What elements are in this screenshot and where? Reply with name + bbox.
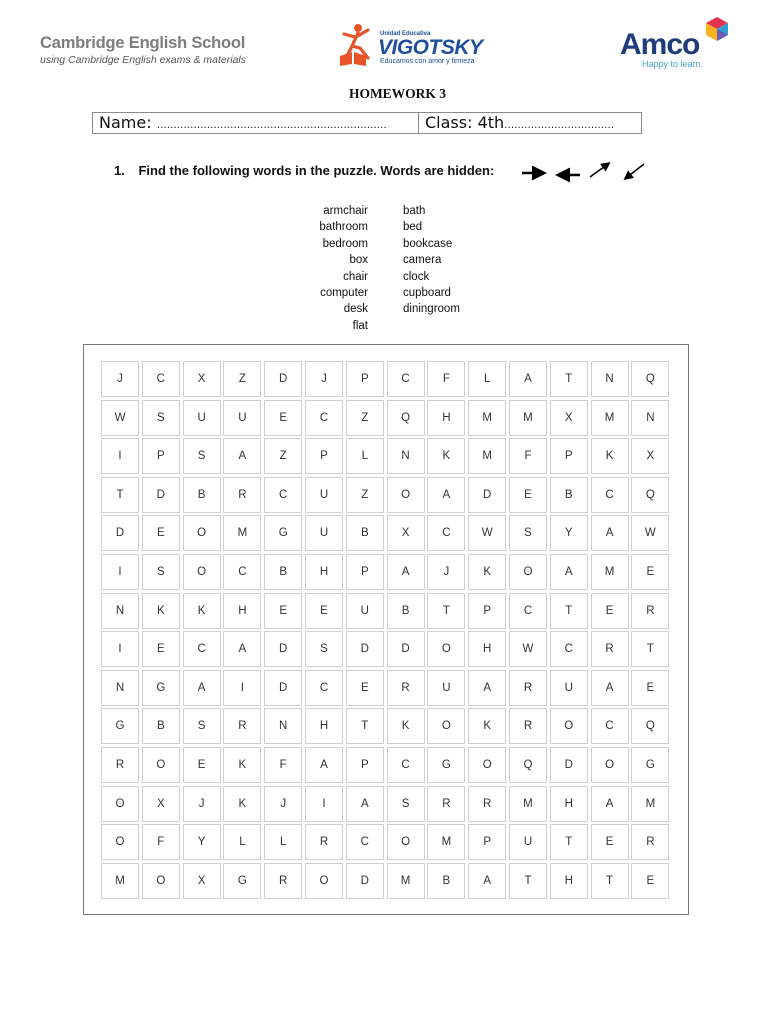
puzzle-cell[interactable]: E [631,863,669,899]
puzzle-cell[interactable]: H [223,593,261,629]
page-title: HOMEWORK 3 [348,86,447,101]
puzzle-cell[interactable]: C [305,400,343,436]
puzzle-cell[interactable]: T [346,708,384,744]
puzzle-cell[interactable]: G [101,708,139,744]
puzzle-cell[interactable]: Z [264,438,302,474]
puzzle-cell[interactable]: Q [631,477,669,513]
puzzle-cell[interactable]: O [427,631,465,667]
puzzle-cell[interactable]: L [468,361,506,397]
instruction [114,163,494,178]
puzzle-cell[interactable]: U [346,593,384,629]
puzzle-cell[interactable]: E [264,593,302,629]
word-item: bedroom [322,237,368,250]
word-list-left [290,203,368,334]
puzzle-cell[interactable]: S [183,438,221,474]
puzzle-cell[interactable]: F [427,361,465,397]
puzzle-cell[interactable]: O [387,477,425,513]
word-item: computer [320,287,368,300]
cambridge-logo [40,34,250,66]
puzzle-cell[interactable]: C [427,515,465,551]
arrow-down-left-icon [626,164,644,178]
puzzle-cell[interactable]: C [591,708,629,744]
puzzle-cell[interactable]: U [223,400,261,436]
puzzle-cell[interactable]: C [387,747,425,783]
puzzle-cell[interactable]: M [509,786,547,822]
puzzle-cell[interactable]: R [427,786,465,822]
puzzle-cell[interactable]: X [183,863,221,899]
puzzle-cell[interactable]: Y [550,515,588,551]
puzzle-cell[interactable]: T [550,361,588,397]
puzzle-cell[interactable]: M [468,438,506,474]
puzzle-cell[interactable]: A [427,477,465,513]
puzzle-cell[interactable]: I [223,670,261,706]
student-info-table [92,112,642,134]
puzzle-cell[interactable]: M [509,400,547,436]
puzzle-cell[interactable]: W [631,515,669,551]
puzzle-cell[interactable]: J [183,786,221,822]
puzzle-cell[interactable]: F [509,438,547,474]
puzzle-cell[interactable]: I [101,631,139,667]
word-item: clock [403,270,430,283]
puzzle-cell[interactable]: B [142,708,180,744]
puzzle-cell[interactable]: T [550,824,588,860]
puzzle-cell[interactable]: C [550,631,588,667]
puzzle-cell[interactable]: E [142,515,180,551]
puzzle-cell[interactable]: E [591,593,629,629]
word-item: bed [403,221,423,234]
word-item: camera [403,254,442,267]
puzzle-cell[interactable]: A [591,515,629,551]
puzzle-cell[interactable]: E [183,747,221,783]
puzzle-cell[interactable]: P [550,438,588,474]
puzzle-cell[interactable]: J [101,361,139,397]
puzzle-cell[interactable]: A [223,438,261,474]
puzzle-cell[interactable]: E [142,631,180,667]
puzzle-cell[interactable]: U [550,670,588,706]
puzzle-cell[interactable]: M [223,515,261,551]
puzzle-cell[interactable]: Q [387,400,425,436]
puzzle-cell[interactable]: Z [346,400,384,436]
puzzle-cell[interactable]: B [264,554,302,590]
word-item: chair [343,270,368,283]
puzzle-cell[interactable]: N [631,400,669,436]
puzzle-cell[interactable]: U [509,824,547,860]
puzzle-cell[interactable]: T [591,863,629,899]
puzzle-cell[interactable]: P [468,593,506,629]
puzzle-cell[interactable]: S [183,708,221,744]
puzzle-cell[interactable]: M [468,400,506,436]
puzzle-cell[interactable]: G [631,747,669,783]
puzzle-cell[interactable]: W [101,400,139,436]
puzzle-cell[interactable]: S [509,515,547,551]
puzzle-cell[interactable]: H [550,863,588,899]
puzzle-cell[interactable]: Y [183,824,221,860]
puzzle-cell[interactable]: M [591,400,629,436]
amco-logo [618,16,733,70]
puzzle-cell[interactable]: T [427,593,465,629]
puzzle-cell[interactable]: Q [631,708,669,744]
puzzle-cell[interactable]: U [305,515,343,551]
puzzle-cell[interactable]: A [591,786,629,822]
puzzle-cell[interactable]: X [387,515,425,551]
puzzle-cell[interactable]: T [509,863,547,899]
puzzle-cell[interactable]: I [101,554,139,590]
puzzle-cell[interactable]: R [631,593,669,629]
puzzle-cell[interactable]: F [264,747,302,783]
direction-arrows [518,158,648,186]
puzzle-cell[interactable]: O [550,708,588,744]
puzzle-cell[interactable]: S [142,554,180,590]
puzzle-cell[interactable]: R [305,824,343,860]
puzzle-cell[interactable]: A [468,670,506,706]
puzzle-cell[interactable]: R [223,477,261,513]
amco-name: Amco [620,28,700,61]
puzzle-cell[interactable]: X [631,438,669,474]
class-blank: …………………………… [504,120,615,131]
puzzle-cell[interactable]: R [509,708,547,744]
puzzle-cell[interactable]: U [305,477,343,513]
puzzle-cell[interactable]: K [387,708,425,744]
puzzle-cell[interactable]: O [509,554,547,590]
puzzle-cell[interactable]: M [387,863,425,899]
puzzle-cell[interactable]: M [591,554,629,590]
puzzle-cell[interactable]: C [264,477,302,513]
puzzle-cell[interactable]: R [101,747,139,783]
puzzle-cell[interactable]: O [387,824,425,860]
puzzle-cell[interactable]: C [387,361,425,397]
puzzle-cell[interactable]: M [631,786,669,822]
puzzle-cell[interactable]: G [264,515,302,551]
puzzle-cell[interactable]: G [427,747,465,783]
puzzle-cell[interactable]: T [101,477,139,513]
puzzle-cell[interactable]: J [427,554,465,590]
vigotsky-tagline: Educamos con amor y firmeza [380,58,475,65]
amco-cube-icon [704,16,730,42]
puzzle-cell[interactable]: C [591,477,629,513]
puzzle-cell[interactable]: Z [346,477,384,513]
word-item: cupboard [403,287,451,300]
puzzle-cell[interactable]: H [468,631,506,667]
puzzle-cell[interactable]: C [223,554,261,590]
puzzle-cell[interactable]: S [305,631,343,667]
arrow-up-right-icon [590,164,608,177]
puzzle-cell[interactable]: P [346,554,384,590]
puzzle-cell[interactable]: K [142,593,180,629]
word-item: desk [343,303,368,316]
puzzle-cell[interactable]: L [264,824,302,860]
word-item: diningroom [403,303,460,316]
puzzle-cell[interactable]: C [305,670,343,706]
puzzle-cell[interactable]: P [142,438,180,474]
cambridge-title: Cambridge English School [40,34,246,52]
puzzle-cell[interactable]: Z [223,361,261,397]
puzzle-cell[interactable]: E [631,554,669,590]
puzzle-cell[interactable]: R [468,786,506,822]
puzzle-cell[interactable]: D [101,515,139,551]
puzzle-cell[interactable]: A [387,554,425,590]
puzzle-cell[interactable]: R [591,631,629,667]
puzzle-cell[interactable]: O [142,747,180,783]
puzzle-cell[interactable]: D [264,631,302,667]
vigotsky-small-label: Unidad Educativa [380,31,431,37]
puzzle-cell[interactable]: S [387,786,425,822]
puzzle-cell[interactable]: I [305,786,343,822]
puzzle-cell[interactable]: O [142,863,180,899]
class-label: Class: 4th [425,113,505,132]
puzzle-cell[interactable]: O [427,708,465,744]
puzzle-cell[interactable]: T [631,631,669,667]
puzzle-cell[interactable]: B [346,515,384,551]
puzzle-cell[interactable]: R [631,824,669,860]
word-item: box [349,254,368,267]
puzzle-cell[interactable]: E [264,400,302,436]
word-item: armchair [323,205,368,217]
puzzle-cell[interactable]: S [142,400,180,436]
puzzle-cell[interactable]: G [142,670,180,706]
puzzle-cell[interactable]: B [183,477,221,513]
puzzle-cell[interactable]: K [468,554,506,590]
name-label: Name: [99,113,152,132]
puzzle-cell[interactable]: K [427,438,465,474]
puzzle-cell[interactable]: E [509,477,547,513]
puzzle-cell[interactable]: U [183,400,221,436]
word-item: flat [352,319,368,332]
puzzle-cell[interactable]: N [264,708,302,744]
puzzle-cell[interactable]: G [223,863,261,899]
puzzle-cell[interactable]: M [427,824,465,860]
puzzle-cell[interactable]: K [591,438,629,474]
puzzle-cell[interactable]: I [101,438,139,474]
puzzle-cell[interactable]: O [591,747,629,783]
puzzle-cell[interactable]: Q [509,747,547,783]
vigotsky-name: VIGOTSKY [378,36,483,59]
amco-tagline: Happy to learn. [642,59,704,69]
puzzle-cell[interactable]: D [550,747,588,783]
puzzle-cell[interactable]: A [591,670,629,706]
puzzle-cell[interactable]: W [509,631,547,667]
puzzle-cell[interactable]: D [264,670,302,706]
puzzle-cell[interactable]: P [346,747,384,783]
puzzle-cell[interactable]: O [468,747,506,783]
puzzle-cell[interactable]: W [468,515,506,551]
word-item: bathroom [319,221,368,234]
puzzle-cell[interactable]: P [305,438,343,474]
puzzle-cell[interactable]: K [468,708,506,744]
puzzle-cell[interactable]: Q [631,361,669,397]
puzzle-cell[interactable]: A [509,361,547,397]
puzzle-cell[interactable]: D [346,631,384,667]
puzzle-cell[interactable]: O [183,515,221,551]
word-item: bookcase [403,237,453,250]
puzzle-cell[interactable]: E [346,670,384,706]
puzzle-cell[interactable]: P [346,361,384,397]
puzzle-cell[interactable]: C [142,361,180,397]
puzzle-cell[interactable]: A [305,747,343,783]
puzzle-cell[interactable]: A [550,554,588,590]
vigotsky-logo [338,22,488,68]
puzzle-cell[interactable]: R [509,670,547,706]
puzzle-cell[interactable]: E [305,593,343,629]
puzzle-cell[interactable]: N [101,593,139,629]
puzzle-cell[interactable]: B [550,477,588,513]
puzzle-cell[interactable]: C [346,824,384,860]
puzzle-cell[interactable]: X [550,400,588,436]
puzzle-cell[interactable]: A [223,631,261,667]
puzzle-cell[interactable]: K [223,786,261,822]
puzzle-cell[interactable]: K [183,593,221,629]
puzzle-cell[interactable]: H [427,400,465,436]
puzzle-cell[interactable]: J [305,361,343,397]
puzzle-cell[interactable]: F [142,824,180,860]
puzzle-cell[interactable]: O [101,824,139,860]
puzzle-cell[interactable]: M [101,863,139,899]
puzzle-cell[interactable]: K [223,747,261,783]
puzzle-cell[interactable]: L [346,438,384,474]
class-field[interactable] [419,113,641,133]
puzzle-cell[interactable]: X [183,361,221,397]
puzzle-cell[interactable]: N [591,361,629,397]
word-search-grid [101,361,669,899]
puzzle-cell[interactable]: D [346,863,384,899]
puzzle-cell[interactable]: T [550,593,588,629]
puzzle-cell[interactable]: D [142,477,180,513]
cambridge-subtitle: using Cambridge English exams & materials [40,54,247,66]
puzzle-cell[interactable]: L [223,824,261,860]
puzzle-cell[interactable]: H [305,554,343,590]
puzzle-cell[interactable]: C [509,593,547,629]
puzzle-cell[interactable]: D [264,361,302,397]
instruction-text: Find the following words in the puzzle. Words are hidden: [138,163,495,178]
word-list-right [403,203,523,318]
puzzle-cell[interactable]: R [264,863,302,899]
puzzle-cell[interactable]: N [101,670,139,706]
puzzle-cell[interactable]: H [305,708,343,744]
puzzle-cell[interactable]: D [387,631,425,667]
puzzle-cell[interactable]: O [305,863,343,899]
vigotsky-figure-icon [338,22,376,66]
puzzle-cell[interactable]: X [142,786,180,822]
puzzle-cell[interactable]: C [183,631,221,667]
puzzle-cell[interactable]: E [591,824,629,860]
puzzle-cell[interactable]: J [264,786,302,822]
puzzle-cell[interactable]: R [223,708,261,744]
puzzle-cell[interactable]: E [631,670,669,706]
puzzle-cell[interactable]: R [387,670,425,706]
puzzle-cell[interactable]: N [387,438,425,474]
name-blank: …………………………………………………………… [156,120,387,131]
puzzle-cell[interactable]: B [387,593,425,629]
puzzle-cell[interactable]: A [346,786,384,822]
name-field[interactable] [93,113,419,133]
puzzle-cell[interactable]: U [427,670,465,706]
puzzle-cell[interactable]: O [101,786,139,822]
puzzle-cell[interactable]: H [550,786,588,822]
puzzle-cell[interactable]: A [468,863,506,899]
word-item: bath [403,205,426,217]
puzzle-cell[interactable]: D [468,477,506,513]
puzzle-cell[interactable]: B [427,863,465,899]
puzzle-cell[interactable]: A [183,670,221,706]
instruction-number: 1. [114,163,125,178]
puzzle-cell[interactable]: O [183,554,221,590]
puzzle-cell[interactable]: P [468,824,506,860]
